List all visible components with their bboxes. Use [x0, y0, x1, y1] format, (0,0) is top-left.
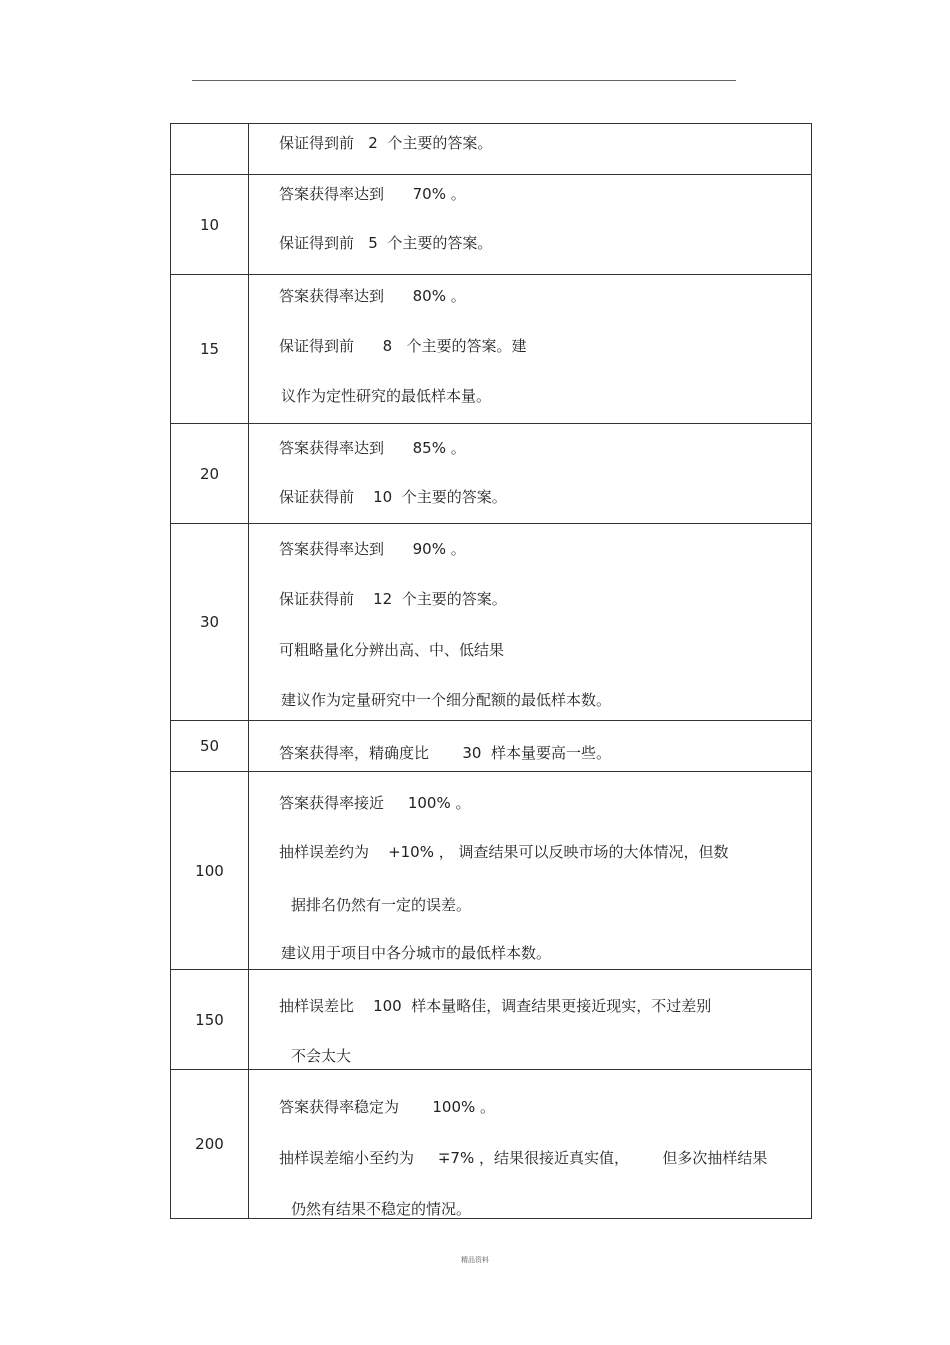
sample-size-cell: 150 — [171, 970, 249, 1070]
description-line: 可粗略量化分辨出高、中、低结果 — [279, 640, 505, 659]
description-line: 答案获得率达到 90% 。 — [279, 539, 466, 558]
table-row — [171, 721, 812, 772]
description-line: 抽样误差缩小至约为 ∓7% ，结果很接近真实值， 但多次抽样结果 — [279, 1148, 768, 1167]
description-cell — [249, 524, 812, 721]
description-line: 建议作为定量研究中一个细分配额的最低样本数。 — [281, 690, 612, 709]
sample-size-cell: 100 — [171, 772, 249, 970]
description-line: 答案获得率达到 80% 。 — [279, 286, 466, 305]
description-cell — [249, 275, 812, 424]
table-row — [171, 175, 812, 275]
description-line: 抽样误差比 100 样本量略佳，调查结果更接近现实，不过差别 — [279, 996, 712, 1015]
description-line: 保证得到前 8 个主要的答案。建 — [279, 336, 527, 355]
sample-size-cell — [171, 124, 249, 175]
header-rule — [192, 80, 736, 81]
description-line: 答案获得率达到 70% 。 — [279, 184, 466, 203]
description-line: 建议用于项目中各分城市的最低样本数。 — [281, 943, 552, 962]
sample-size-table — [170, 123, 812, 1219]
sample-size-cell: 200 — [171, 1070, 249, 1219]
description-line: 保证获得前 10 个主要的答案。 — [279, 487, 507, 506]
sample-size-cell: 20 — [171, 424, 249, 524]
table-row — [171, 124, 812, 175]
footer-label: 精品资料 — [461, 1256, 489, 1264]
sample-size-cell: 50 — [171, 721, 249, 772]
description-line: 不会太大 — [291, 1046, 352, 1065]
description-cell — [249, 1070, 812, 1219]
description-cell — [249, 721, 812, 772]
table-row — [171, 275, 812, 424]
description-line: 据排名仍然有一定的误差。 — [291, 895, 472, 914]
description-line: 议作为定性研究的最低样本量。 — [281, 386, 492, 405]
sample-size-cell: 15 — [171, 275, 249, 424]
description-line: 保证获得前 12 个主要的答案。 — [279, 589, 507, 608]
table-body — [171, 124, 812, 1219]
description-line: 答案获得率稳定为 100% 。 — [279, 1097, 496, 1116]
description-cell — [249, 970, 812, 1070]
description-cell — [249, 175, 812, 275]
table-row — [171, 524, 812, 721]
description-cell — [249, 424, 812, 524]
sample-size-cell: 10 — [171, 175, 249, 275]
description-cell — [249, 124, 812, 175]
description-cell — [249, 772, 812, 970]
description-line: 保证得到前 5 个主要的答案。 — [279, 233, 493, 252]
description-line: 答案获得率，精确度比 30 样本量要高一些。 — [279, 743, 612, 762]
table-row — [171, 1070, 812, 1219]
table-row — [171, 772, 812, 970]
description-line: 抽样误差约为 +10% ， 调查结果可以反映市场的大体情况，但数 — [279, 842, 729, 861]
description-line: 仍然有结果不稳定的情况。 — [291, 1199, 472, 1218]
description-line: 答案获得率达到 85% 。 — [279, 438, 466, 457]
table-row — [171, 424, 812, 524]
sample-size-cell: 30 — [171, 524, 249, 721]
description-line: 答案获得率接近 100% 。 — [279, 793, 471, 812]
description-line: 保证得到前 2 个主要的答案。 — [279, 133, 493, 152]
table-row — [171, 970, 812, 1070]
